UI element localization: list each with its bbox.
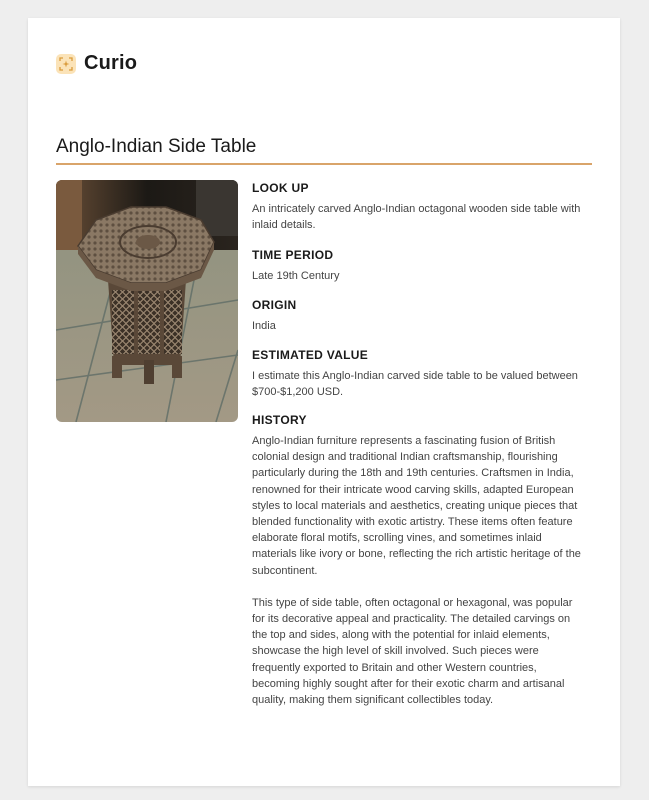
sparkle-frame-icon: [56, 54, 76, 74]
estimated-value-label: ESTIMATED VALUE: [252, 348, 369, 362]
curio-report-page: [28, 18, 620, 786]
lookup-text: An intricately carved Anglo-Indian octagonal wooden side table with inlaid details.: [252, 203, 581, 231]
time-period-text: Late 19th Century: [252, 270, 340, 282]
title-divider: [56, 163, 592, 165]
lookup-label: LOOK UP: [252, 181, 309, 195]
item-photo[interactable]: [56, 180, 238, 422]
time-period-section: [252, 248, 582, 284]
octagonal-carved-table-photo: [56, 180, 238, 422]
time-period-label: TIME PERIOD: [252, 248, 334, 262]
history-label: HISTORY: [252, 413, 307, 427]
brand-header[interactable]: [56, 52, 137, 75]
history-section: [252, 413, 582, 708]
lookup-section: [252, 181, 582, 233]
history-paragraph-2: This type of side table, often octagonal or hexagonal, was popular for its decorative appeal and practicality. The detailed carvings on the top and sides, along with the potential for inlaid elements, showcase the high level of skill involved. Such pieces were frequently exported to Britain and other Western countries, becoming highly sought after for their exotic charm and artisanal quality, making them significant collectibles today.: [252, 596, 573, 707]
origin-text: India: [252, 320, 276, 332]
history-paragraph-1: Anglo-Indian furniture represents a fascinating fusion of British colonial design and traditional Indian craftsmanship, flourishing particularly during the 18th and 19th centuries. Craftsmen in India, renowned for their intricate wood carving skills, adapted European styles to local materials and aesthetics, creating unique pieces that blended functionality with exotic artistry. These items often feature elaborate floral motifs, scrolling vines, and sometimes inlaid materials like ivory or bone, reflecting the rich artistic heritage of the subcontinent.: [252, 435, 581, 577]
origin-section: [252, 298, 582, 334]
item-title: Anglo-Indian Side Table: [56, 136, 257, 157]
estimated-value-text: I estimate this Anglo-Indian carved side table to be valued between $700-$1,200 USD.: [252, 370, 578, 398]
item-details: [252, 181, 582, 724]
estimated-value-section: [252, 348, 582, 400]
brand-name: Curio: [84, 52, 138, 74]
origin-label: ORIGIN: [252, 298, 297, 312]
